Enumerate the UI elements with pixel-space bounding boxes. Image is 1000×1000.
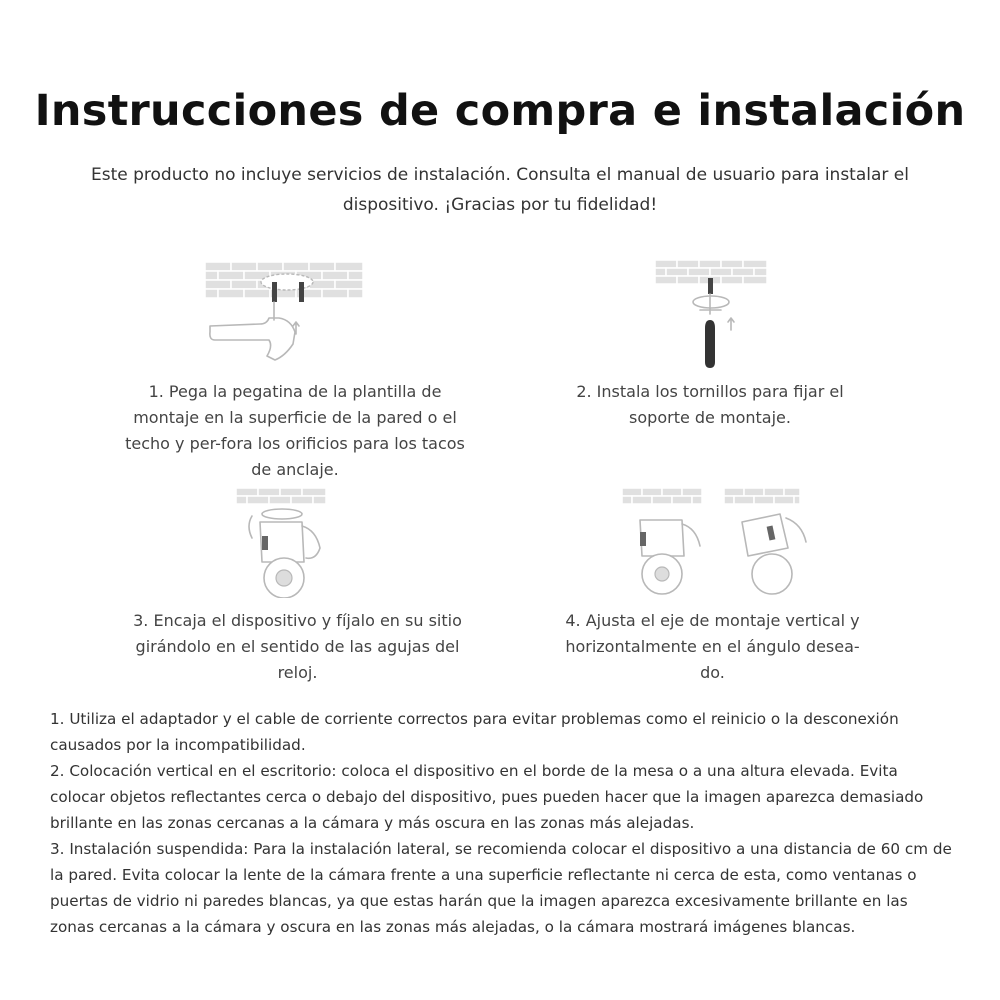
screwdriver-mount-icon: [655, 258, 770, 370]
note-2: 2. Colocación vertical en el escritorio: coloca el dispositivo en el borde de la mesa o a una altura elevada. Evita colocar objetos reflectantes cerca o debajo del dispositivo, pues pueden hacer que la imagen aparezca demasiado brillante en las zonas cercanas a la cámara y más oscura en las zonas más alejadas.: [50, 762, 924, 832]
step-1-caption: 1. Pega la pegatina de la plantilla de montaje en la superficie de la pared o el techo y per-fora los orificios para los tacos de anclaje.: [125, 382, 465, 479]
note-3: 3. Instalación suspendida: Para la instalación lateral, se recomienda colocar el dispositivo a una distancia de 60 cm de la pared. Evita colocar la lente de la cámara frente a una superficie reflectante ni cerca de esta, como ventanas o puertas de vidrio ni paredes blancas, ya que estas harán que la imagen aparezca excesivamente brillante en las zonas cercanas a la cámara y oscura en las zonas más alejadas, o la cámara mostrará imágenes blancas.: [50, 840, 952, 936]
page-title: Instrucciones de compra e instalación: [34, 86, 966, 136]
drill-wall-icon: [205, 260, 365, 370]
step-4-caption: 4. Ajusta el eje de montaje vertical y horizontalmente en el ángulo desea-do.: [565, 611, 860, 682]
step-3-caption: 3. Encaja el dispositivo y fíjalo en su sitio girándolo en el sentido de las agujas del reloj.: [133, 611, 462, 682]
adjust-axis-icon: [622, 486, 812, 598]
step-2-caption: 2. Instala los tornillos para fijar el soporte de montaje.: [576, 382, 844, 427]
note-1: 1. Utiliza el adaptador y el cable de corriente correctos para evitar problemas como el reinicio o la desconexión causados por la incompatibilidad.: [50, 710, 899, 754]
notes-section: [50, 706, 955, 940]
attach-camera-icon: [236, 486, 328, 598]
page-subtitle: Este producto no incluye servicios de instalación. Consulta el manual de usuario para instalar el dispositivo. ¡Gracias por tu fidelidad!: [91, 165, 909, 215]
